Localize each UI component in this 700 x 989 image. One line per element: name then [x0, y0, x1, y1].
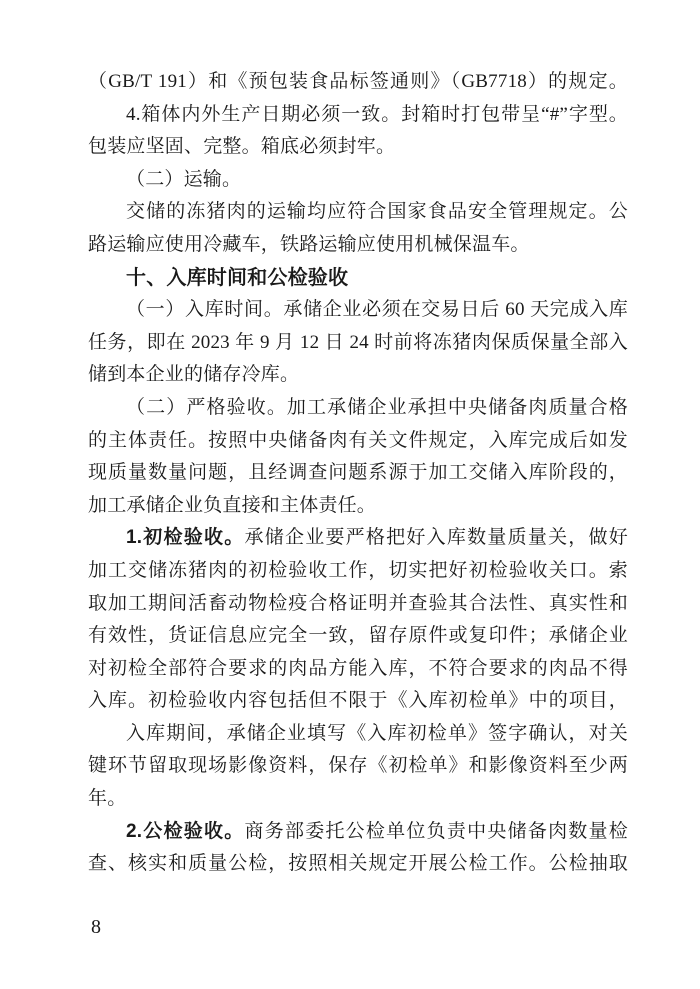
text-line [88, 294, 628, 327]
text-line [88, 555, 628, 588]
text-line [88, 588, 628, 621]
text-run: 现质量数量问题，且经调查问题系源于加工交储入库阶段的， [88, 462, 628, 484]
text-run: 路运输应使用冷藏车，铁路运输应使用机械保温车。 [88, 233, 530, 255]
text-run: 的主体责任。按照中央储备肉有关文件规定，入库完成后如发 [88, 429, 628, 451]
text-line [88, 750, 628, 783]
bold-text-run: 十、入库时间和公检验收 [126, 266, 349, 289]
bold-text-run: 2.公检验收。 [126, 820, 245, 842]
bold-text-run: 1.初检验收。 [126, 527, 245, 549]
text-line [88, 490, 628, 523]
text-run: 查、核实和质量公检，按照相关规定开展公检工作。公检抽取 [88, 853, 628, 875]
text-line [88, 848, 628, 881]
text-line [88, 66, 628, 99]
text-run: 入库期间，承储企业填写《入库初检单》签字确认，对关 [126, 722, 628, 744]
text-run: （一）入库时间。承储企业必须在交易日后 60 天完成入库 [126, 299, 628, 321]
text-line [88, 196, 628, 229]
page-number: 8 [91, 916, 101, 938]
text-line [88, 522, 628, 555]
text-line [88, 620, 628, 653]
text-line [88, 425, 628, 458]
text-line [88, 131, 628, 164]
text-line [88, 653, 628, 686]
text-run: 商务部委托公检单位负责中央储备肉数量检 [244, 820, 628, 842]
text-line [88, 816, 628, 849]
text-line [88, 685, 628, 718]
text-line [88, 99, 628, 132]
text-run: 交储的冻猪肉的运输均应符合国家食品安全管理规定。公 [126, 201, 628, 223]
text-run: 任务，即在 2023 年 9 月 12 日 24 时前将冻猪肉保质保量全部入 [88, 331, 628, 353]
text-run: 取加工期间活畜动物检疫合格证明并查验其合法性、真实性和 [88, 592, 628, 614]
text-run: 有效性，货证信息应完全一致，留存原件或复印件；承储企业 [88, 625, 628, 647]
document-body [88, 66, 628, 881]
text-run: （二）运输。 [126, 168, 242, 190]
text-run: 加工交储冻猪肉的初检验收工作，切实把好初检验收关口。索 [88, 559, 628, 581]
text-line [88, 392, 628, 425]
text-line [88, 718, 628, 751]
text-run: 键环节留取现场影像资料，保存《初检单》和影像资料至少两 [88, 755, 628, 777]
text-run: 加工承储企业负直接和主体责任。 [88, 494, 377, 516]
text-run: （二）严格验收。加工承储企业承担中央储备肉质量合格 [126, 396, 628, 418]
text-run: 4.箱体内外生产日期必须一致。封箱时打包带呈“#”字型。 [126, 103, 628, 125]
text-line [88, 783, 628, 816]
text-run: 入库。初检验收内容包括但不限于《入库初检单》中的项目， [88, 690, 628, 712]
text-run: 承储企业要严格把好入库数量质量关，做好 [244, 527, 628, 549]
text-line [88, 457, 628, 490]
text-line [88, 359, 628, 392]
text-line [88, 164, 628, 197]
text-run: （GB/T 191）和《预包装食品标签通则》（GB7718）的规定。 [88, 71, 628, 92]
text-line [88, 229, 628, 262]
text-run: 包装应坚固、完整。箱底必须封牢。 [88, 136, 396, 158]
text-run: 对初检全部符合要求的肉品方能入库，不符合要求的肉品不得 [88, 657, 628, 679]
text-run: 年。 [88, 788, 127, 810]
text-line [88, 327, 628, 360]
text-run: 储到本企业的储存冷库。 [88, 364, 300, 386]
section-heading [88, 262, 628, 295]
